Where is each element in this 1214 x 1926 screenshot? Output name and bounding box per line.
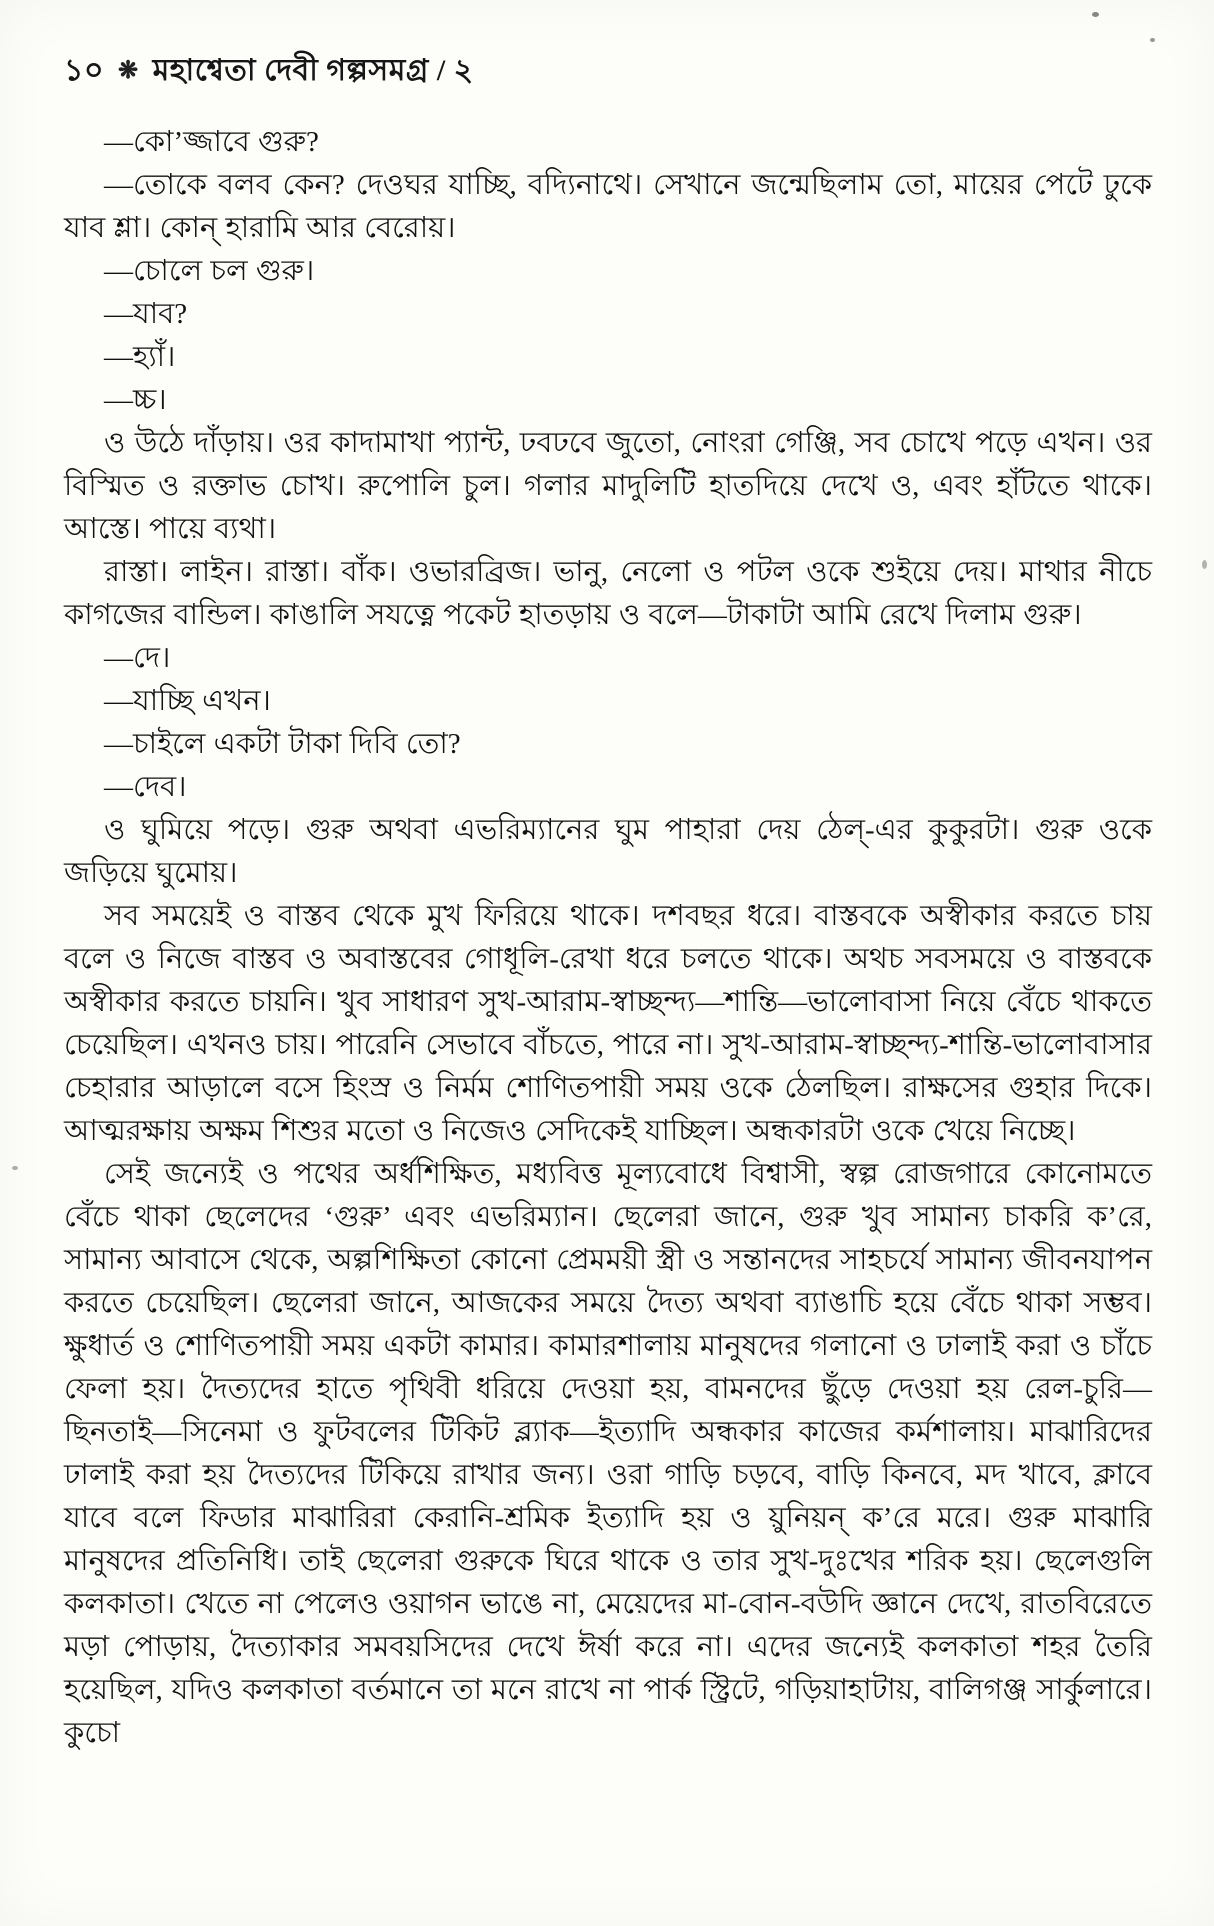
paragraph: —কো’জ্জাবে গুরু? bbox=[104, 126, 319, 158]
ornament-icon: ❋ bbox=[117, 58, 139, 84]
paragraph: —চ্চ। bbox=[104, 384, 167, 416]
paragraph: —যাব? bbox=[104, 298, 188, 330]
scan-speck bbox=[1150, 38, 1155, 42]
page-body bbox=[64, 121, 1152, 1755]
scan-speck bbox=[1202, 560, 1207, 569]
scan-speck bbox=[12, 1166, 18, 1170]
paragraph: —চোলে চল গুরু। bbox=[104, 255, 315, 287]
page-number: ১০ bbox=[64, 54, 104, 87]
paragraph: ও ঘুমিয়ে পড়ে। গুরু অথবা এভরিম্যানের ঘুম পাহারা দেয় ঠেল্-এর কুকুরটা। গুরু ওকে জড়িয়ে ঘুমোয়। bbox=[64, 814, 1152, 889]
paragraph: সব সময়েই ও বাস্তব থেকে মুখ ফিরিয়ে থাকে। দশবছর ধরে। বাস্তবকে অস্বীকার করতে চায় বলে ও নিজে বাস্তব ও অবাস্তবের গোধূলি-রেখা ধরে চলতে থাকে। অথচ সবসময়ে ও বাস্তবকে অস্বীকার করতে চায়নি। খুব সাধারণ সুখ-আরাম-স্বাচ্ছন্দ্য—শান্তি—ভালোবাসা নিয়ে বেঁচে থাকতে চেয়েছিল। এখনও চায়। পারেনি সেভাবে বাঁচতে, পারে না। সুখ-আরাম-স্বাচ্ছন্দ্য-শান্তি-ভালোবাসার চেহারার আড়ালে বসে হিংস্র ও নির্মম শোণিতপায়ী সময় ওকে ঠেলছিল। রাক্ষসের গুহার দিকে। আত্মরক্ষায় অক্ষম শিশুর মতো ও নিজেও সেদিকেই যাচ্ছিল। অন্ধকারটা ওকে খেয়ে নিচ্ছে। bbox=[64, 900, 1152, 1147]
paragraph: ও উঠে দাঁড়ায়। ওর কাদামাখা প্যান্ট, ঢবঢবে জুতো, নোংরা গেঞ্জি, সব চোখে পড়ে এখন। ওর বিস্মিত ও রক্তাভ চোখ। রুপোলি চুল। গলার মাদুলিটি হাতদিয়ে দেখে ও, এবং হাঁটতে থাকে। আস্তে। পায়ে ব্যথা। bbox=[64, 427, 1152, 545]
paragraph: —যাচ্ছি এখন। bbox=[104, 685, 271, 717]
book-title: মহাশ্বেতা দেবী গল্পসমগ্র / ২ bbox=[152, 54, 474, 87]
paragraph: রাস্তা। লাইন। রাস্তা। বাঁক। ওভারব্রিজ। ভানু, নেলো ও পটল ওকে শুইয়ে দেয়। মাথার নীচে কাগজের বান্ডিল। কাঙালি সযত্নে পকেট হাতড়ায় ও বলে—টাকাটা আমি রেখে দিলাম গুরু। bbox=[64, 556, 1152, 631]
paragraph: —তোকে বলব কেন? দেওঘর যাচ্ছি, বদ্যিনাথে। সেখানে জন্মেছিলাম তো, মায়ের পেটে ঢুকে যাব শ্লা। কোন্ হারামি আর বেরোয়। bbox=[64, 169, 1152, 244]
paragraph: সেই জন্যেই ও পথের অর্ধশিক্ষিত, মধ্যবিত্ত মূল্যবোধে বিশ্বাসী, স্বল্প রোজগারে কোনোমতে বেঁচে থাকা ছেলেদের ‘গুরু’ এবং এভরিম্যান। ছেলেরা জানে, গুরু খুব সামান্য চাকরি ক’রে, সামান্য আবাসে থেকে, অল্পশিক্ষিতা কোনো প্রেমময়ী স্ত্রী ও সন্তানদের সাহচর্যে সামান্য জীবনযাপন করতে চেয়েছিল। ছেলেরা জানে, আজকের সময়ে দৈত্য অথবা ব্যাঙাচি হয়ে বেঁচে থাকা সম্ভব। ক্ষুধার্ত ও শোণিতপায়ী সময় একটা কামার। কামারশালায় মানুষদের গলানো ও ঢালাই করা ও চাঁচে ফেলা হয়। দৈত্যদের হাতে পৃথিবী ধরিয়ে দেওয়া হয়, বামনদের ছুঁড়ে দেওয়া হয় রেল-চুরি—ছিনতাই—সিনেমা ও ফুটবলের টিকিট ব্ল্যাক—ইত্যাদি অন্ধকার কাজের কর্মশালায়। মাঝারিদের ঢালাই করা হয় দৈত্যদের টিকিয়ে রাখার জন্য। ওরা গাড়ি চড়বে, বাড়ি কিনবে, মদ খাবে, ক্লাবে যাবে বলে ফিডার মাঝারিরা কেরানি-শ্রমিক ইত্যাদি হয় ও য়ুনিয়ন্ ক’রে মরে। গুরু মাঝারি মানুষদের প্রতিনিধি। তাই ছেলেরা গুরুকে ঘিরে থাকে ও তার সুখ-দুঃখের শরিক হয়। ছেলেগুলি কলকাতা। খেতে না পেলেও ওয়াগন ভাঙে না, মেয়েদের মা-বোন-বউদি জ্ঞানে দেখে, রাতবিরেতে মড়া পোড়ায়, দৈত্যাকার সমবয়সিদের দেখে ঈর্ষা করে না। এদের জন্যেই কলকাতা শহর তৈরি হয়েছিল, যদিও কলকাতা বর্তমানে তা মনে রাখে না পার্ক স্ট্রিটে, গড়িয়াহাটায়, বালিগঞ্জ সার্কুলারে। কুচো bbox=[64, 1158, 1152, 1749]
paragraph: —চাইলে একটা টাকা দিবি তো? bbox=[104, 728, 461, 760]
paragraph: —দে। bbox=[104, 642, 171, 674]
page-header bbox=[64, 46, 1152, 97]
paragraph: —দেব। bbox=[104, 771, 187, 803]
scan-speck bbox=[1092, 12, 1099, 17]
paragraph: —হ্যাঁ। bbox=[104, 341, 176, 373]
